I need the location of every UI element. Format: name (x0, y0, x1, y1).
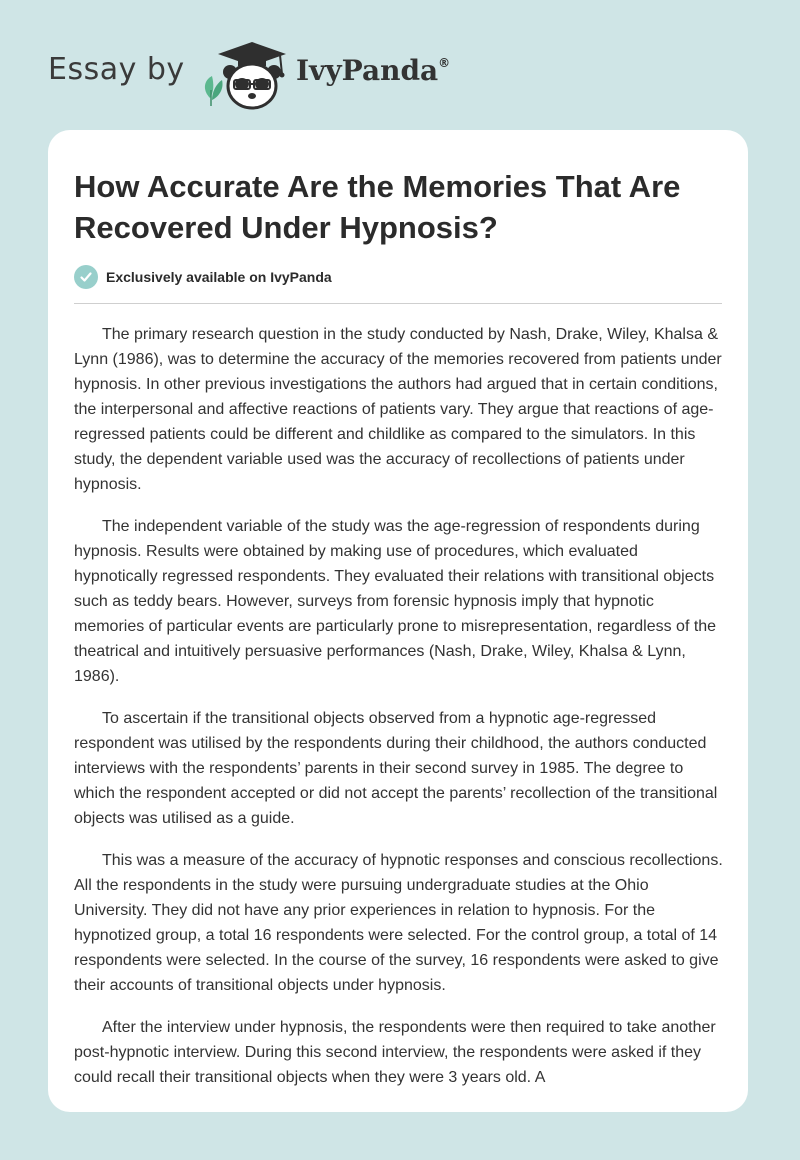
brand-name[interactable]: IvyPanda® (296, 54, 451, 87)
essay-card (48, 130, 748, 1112)
paragraph: This was a measure of the accuracy of hypnotic responses and conscious recollections. All the respondents in the study were pursuing undergraduate studies at the Ohio University. They did not have any prior experiences in relation to hypnosis. For the hypnotized group, a total 16 respondents were selected. For the control group, a total of 14 respondents were selected. In the course of the survey, 16 respondents were asked to give their accounts of transitional objects under hypnosis. (74, 852, 723, 994)
leaf-icon (205, 76, 223, 106)
paragraph: The primary research question in the study conducted by Nash, Drake, Wiley, Khalsa & Lynn (1986), was to determine the accuracy of the memories recovered from patients under hypnosis. In other previous investigations the authors had argued that in certain conditions, the interpersonal and affective reactions of patients vary. They argue that reactions of age-regressed patients could be different and childlike as compared to the simulators. In this study, the dependent variable used was the accuracy of recollections of patients under hypnosis. (74, 326, 722, 493)
registered-mark: ® (438, 56, 451, 70)
exclusive-badge (74, 264, 332, 290)
paragraph: After the interview under hypnosis, the respondents were then required to take another post-hypnotic interview. During this second interview, the respondents were asked if they could recall their transitional objects when they were 3 years old. A (74, 1019, 716, 1086)
title-divider (74, 303, 722, 304)
paragraph: The independent variable of the study was the age-regression of respondents during hypnosis. Results were obtained by making use of procedures, which evaluated hypnotically regressed respondents. They evaluated their relations with transitional objects such as teddy bears. However, surveys from forensic hypnosis imply that hypnotic memories of particular events are particularly prone to misrepresentation, regardless of the theatrical and intuitively persuasive performances (Nash, Drake, Wiley, Khalsa & Lynn, 1986). (74, 518, 717, 685)
essay-body (74, 322, 724, 1107)
check-circle-icon (74, 265, 98, 289)
essay-by-label: Essay by (48, 52, 185, 87)
exclusive-badge-text: Exclusively available on IvyPanda (106, 269, 332, 285)
paragraph: To ascertain if the transitional objects observed from a hypnotic age-regressed respondent was utilised by the respondents during their childhood, the authors conducted interviews with the respondents’ parents in their second survey in 1985. The degree to which the respondent accepted or did not accept the parents’ recollection of the transitional objects was utilised as a guide. (74, 710, 718, 827)
essay-title: How Accurate Are the Memories That Are Recovered Under Hypnosis? (74, 169, 681, 245)
panda-face-icon (223, 64, 281, 108)
ivypanda-logo-icon[interactable] (200, 40, 296, 112)
site-header (48, 34, 768, 114)
